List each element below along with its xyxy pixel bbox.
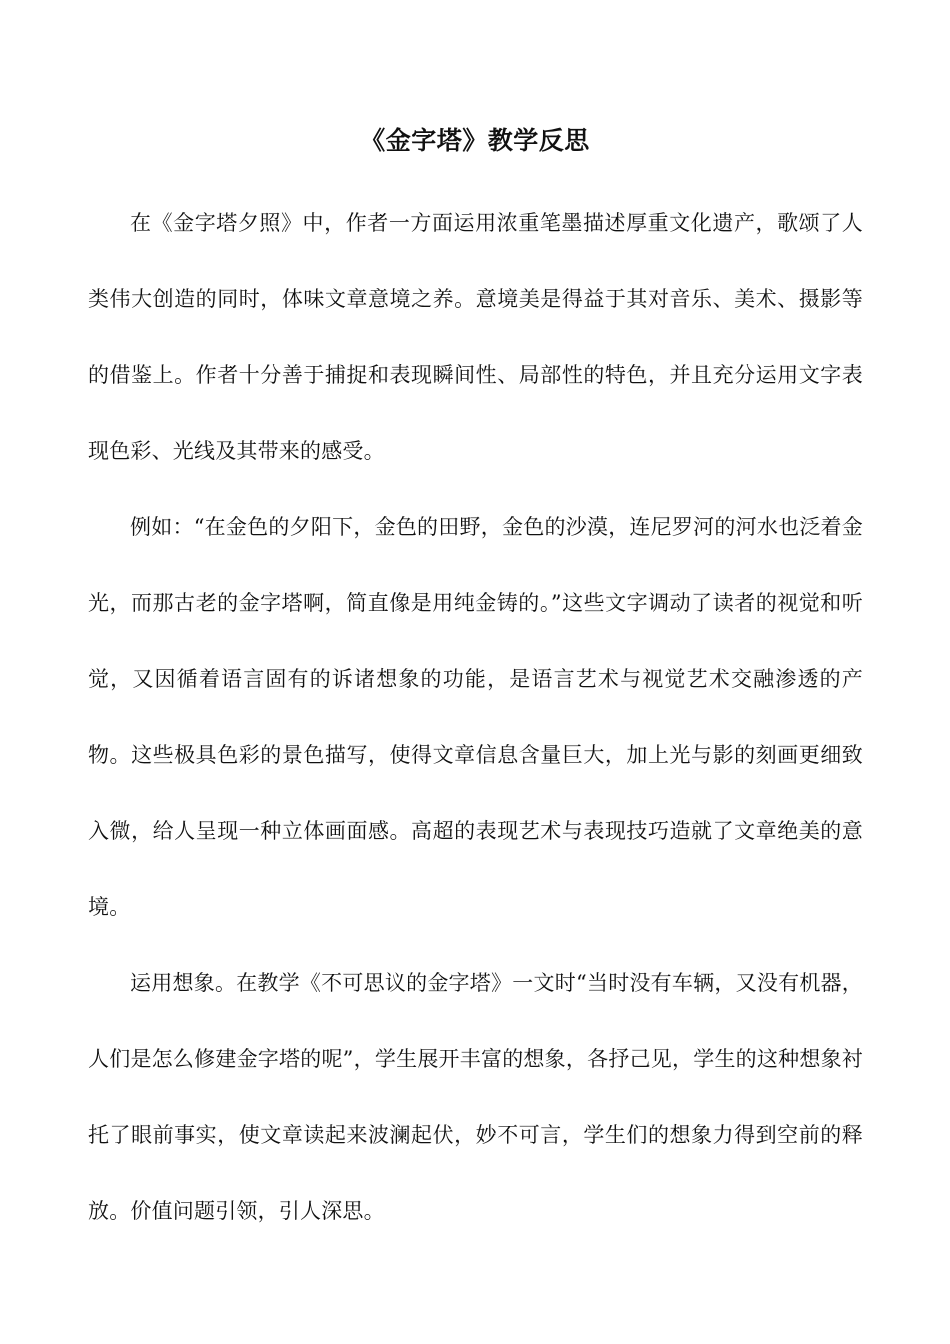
paragraph-2: 例如：“在金色的夕阳下，金色的田野，金色的沙漠，连尼罗河的河水也泛着金光，而那古老的金字塔啊，简直像是用纯金铸的。”这些文字调动了读者的视觉和听觉，又因循着语言固有的诉诸想象的功能，是语言艺术与视觉艺术交融渗透的产物。这些极具色彩的景色描写，使得文章信息含量巨大，加上光与影的刻画更细致入微，给人呈现一种立体画面感。高超的表现艺术与表现技巧造就了文章绝美的意境。 bbox=[88, 515, 863, 919]
page-title: 《金字塔》教学反思 bbox=[360, 126, 590, 155]
paragraph-3: 运用想象。在教学《不可思议的金字塔》一文时“当时没有车辆，又没有机器，人们是怎么修建金字塔的呢”，学生展开丰富的想象，各抒己见，学生的这种想象衬托了眼前事实，使文章读起来波澜起伏，妙不可言，学生们的想象力得到空前的释放。价值问题引领，引人深思。 bbox=[88, 971, 863, 1223]
paragraph-1: 在《金字塔夕照》中，作者一方面运用浓重笔墨描述厚重文化遗产，歌颂了人类伟大创造的同时，体味文章意境之养。意境美是得益于其对音乐、美术、摄影等的借鉴上。作者十分善于捕捉和表现瞬间性、局部性的特色，并且充分运用文字表现色彩、光线及其带来的感受。 bbox=[88, 211, 863, 463]
document-body bbox=[88, 185, 863, 1249]
